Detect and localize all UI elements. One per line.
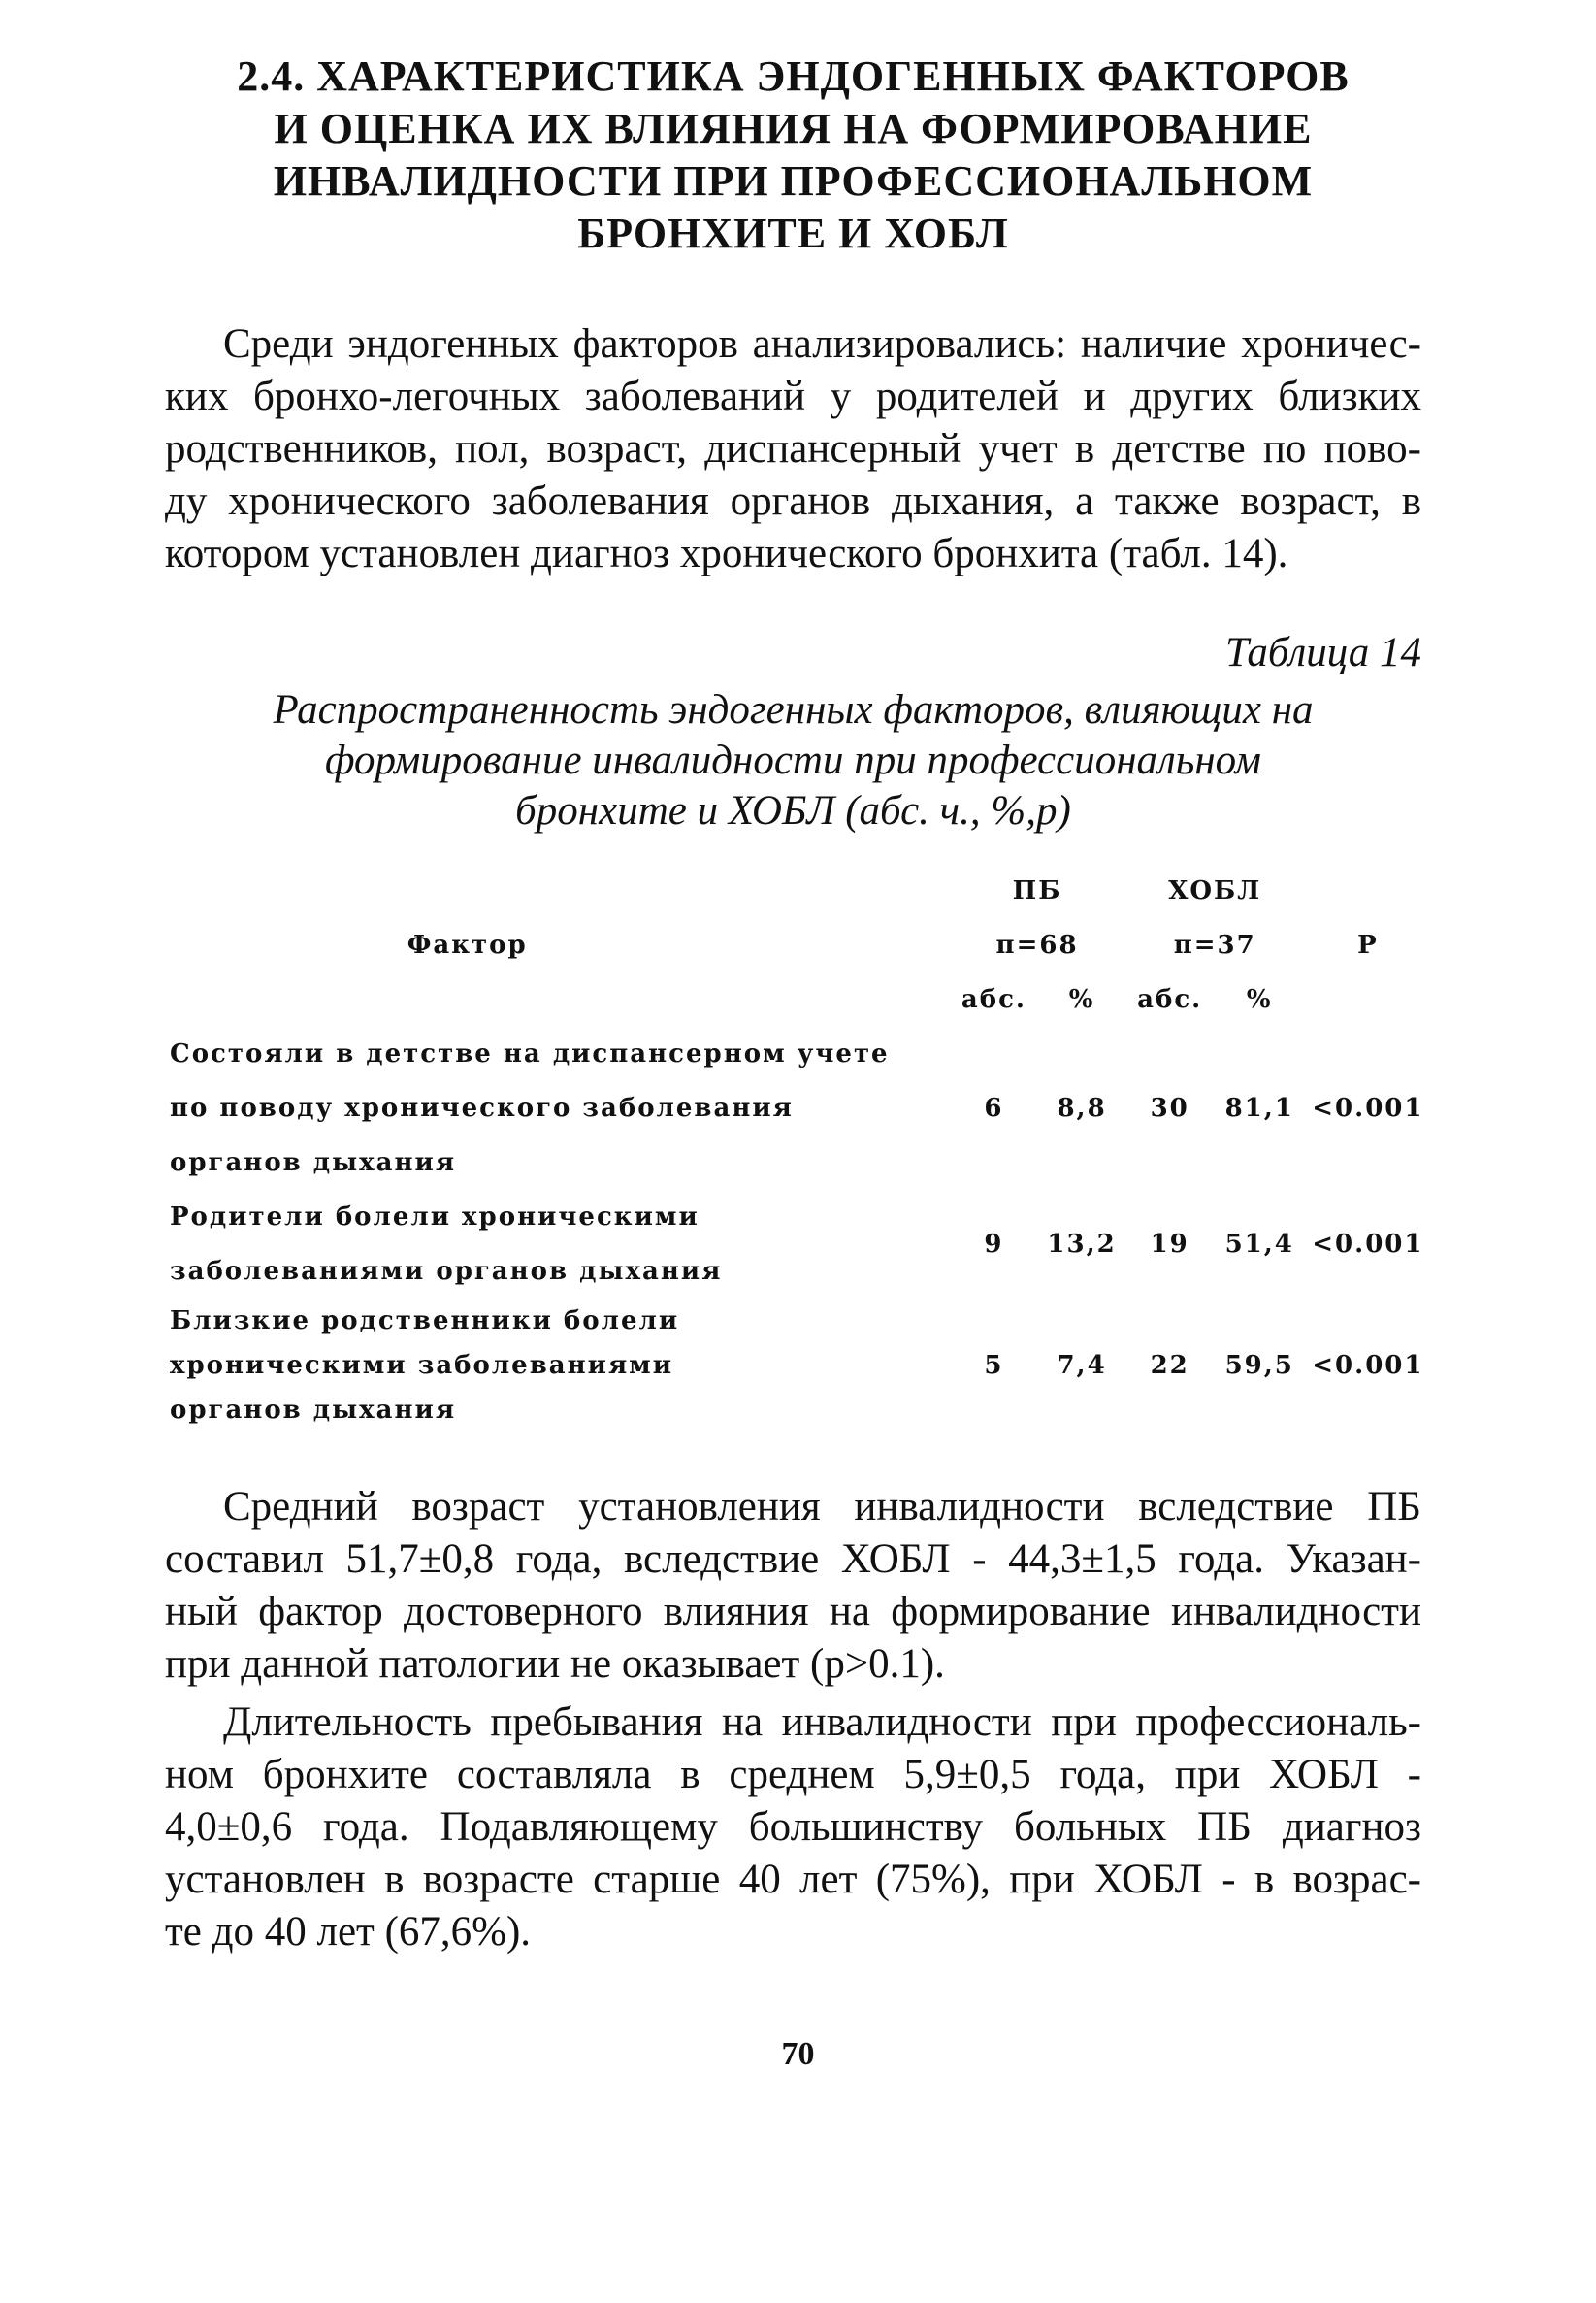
pb-abs-value: 5 bbox=[984, 1351, 1004, 1380]
text-line: установлен в возрасте старше 40 лет (75%), при ХОБЛ - в возрас- bbox=[165, 1857, 1421, 1902]
row-factor bbox=[170, 1299, 949, 1432]
copd-abs-value: 19 bbox=[1150, 1230, 1189, 1259]
caption-line: бронхите и ХОБЛ (абс. ч., %,р) bbox=[515, 788, 1071, 834]
data-table bbox=[170, 864, 1431, 1432]
text-line: те до 40 лет (67,6%). bbox=[165, 1909, 532, 1955]
copd-abs-value: 22 bbox=[1150, 1351, 1189, 1380]
text-line: родственников, пол, возраст, диспансерный учет в детстве по пово- bbox=[165, 426, 1421, 472]
text-line: ный фактор достоверного влияния на формирование инвалидности bbox=[165, 1589, 1421, 1634]
age-paragraph bbox=[165, 1481, 1421, 1691]
text-line: Длительность пребывания на инвалидности при профессиональ- bbox=[223, 1699, 1421, 1745]
pb-abs-value: 6 bbox=[984, 1094, 1004, 1123]
header-factor: Фактор bbox=[407, 931, 528, 960]
pb-pct-value: 8,8 bbox=[1057, 1094, 1107, 1123]
table-row bbox=[170, 1190, 1431, 1299]
page-number: 70 bbox=[781, 2036, 815, 2072]
p-value: <0.001 bbox=[1312, 1094, 1424, 1123]
copd-abs-value: 30 bbox=[1150, 1094, 1189, 1123]
header-pb-n: п=68 bbox=[995, 931, 1079, 960]
text-line: котором установлен диагноз хронического бронхита (табл. 14). bbox=[165, 531, 1288, 576]
factor-line: органов дыхания bbox=[170, 1396, 457, 1425]
caption-line: Распространенность эндогенных факторов, влияющих на bbox=[273, 687, 1314, 733]
text-line: ном бронхите составляла в среднем 5,9±0,5 года, при ХОБЛ - bbox=[165, 1752, 1421, 1797]
header-copd-pct: % bbox=[1246, 985, 1273, 1014]
copd-pct-value: 51,4 bbox=[1224, 1230, 1294, 1259]
heading-line: И ОЦЕНКА ИХ ВЛИЯНИЯ НА ФОРМИРОВАНИЕ bbox=[274, 105, 1313, 152]
pb-pct-value: 7,4 bbox=[1057, 1351, 1107, 1380]
copd-pct-value: 81,1 bbox=[1224, 1094, 1294, 1123]
text-line: при данной патологии не оказывает (р>0.1). bbox=[165, 1641, 945, 1687]
table-caption bbox=[165, 685, 1421, 837]
text-line: Среди эндогенных факторов анализировались: наличие хроничес- bbox=[223, 321, 1421, 367]
copd-pct-value: 59,5 bbox=[1224, 1351, 1294, 1380]
header-pb-abs: абс. bbox=[961, 985, 1026, 1014]
table-label: Таблица 14 bbox=[1225, 630, 1421, 675]
intro-paragraph bbox=[165, 318, 1421, 580]
row-factor bbox=[170, 1190, 949, 1299]
text-line: ду хронического заболевания органов дыхания, а также возраст, в bbox=[165, 478, 1421, 524]
section-heading bbox=[165, 50, 1421, 260]
duration-paragraph bbox=[165, 1696, 1421, 1958]
header-pb-pct: % bbox=[1068, 985, 1095, 1014]
table-row bbox=[170, 1299, 1431, 1432]
row-factor bbox=[170, 1027, 949, 1190]
factor-line: хроническими заболеваниями bbox=[170, 1351, 674, 1380]
factor-line: органов дыхания bbox=[170, 1148, 457, 1177]
factor-line: Родители болели хроническими bbox=[170, 1202, 700, 1232]
factor-line: Состояли в детстве на диспансерном учете bbox=[170, 1039, 890, 1069]
pb-pct-value: 13,2 bbox=[1047, 1230, 1117, 1259]
header-copd-abs: абс. bbox=[1137, 985, 1203, 1014]
heading-line: ИНВАЛИДНОСТИ ПРИ ПРОФЕССИОНАЛЬНОМ bbox=[273, 157, 1314, 205]
header-copd: ХОБЛ bbox=[1168, 876, 1262, 905]
text-line: составил 51,7±0,8 года, вследствие ХОБЛ - 44,3±1,5 года. Указан- bbox=[165, 1536, 1421, 1582]
header-copd-n: п=37 bbox=[1173, 931, 1256, 960]
p-value: <0.001 bbox=[1312, 1230, 1424, 1259]
heading-line: БРОНХИТЕ И ХОБЛ bbox=[577, 210, 1009, 257]
table-row bbox=[170, 1027, 1431, 1190]
factor-line: Близкие родственники болели bbox=[170, 1306, 680, 1335]
header-p: Р bbox=[1357, 931, 1379, 960]
text-line: ких бронхо-легочных заболеваний у родителей и других близких bbox=[165, 374, 1421, 419]
heading-line: 2.4. ХАРАКТЕРИСТИКА ЭНДОГЕННЫХ ФАКТОРОВ bbox=[237, 52, 1350, 100]
header-pb: ПБ bbox=[1012, 876, 1062, 905]
text-line: 4,0±0,6 года. Подавляющему большинству больных ПБ диагноз bbox=[165, 1804, 1421, 1850]
caption-line: формирование инвалидности при профессиональном bbox=[325, 738, 1261, 783]
p-value: <0.001 bbox=[1312, 1351, 1424, 1380]
pb-abs-value: 9 bbox=[984, 1230, 1004, 1259]
factor-line: заболеваниями органов дыхания bbox=[170, 1257, 723, 1286]
factor-line: по поводу хронического заболевания bbox=[170, 1094, 794, 1123]
text-line: Средний возраст установления инвалидности вследствие ПБ bbox=[223, 1484, 1421, 1530]
